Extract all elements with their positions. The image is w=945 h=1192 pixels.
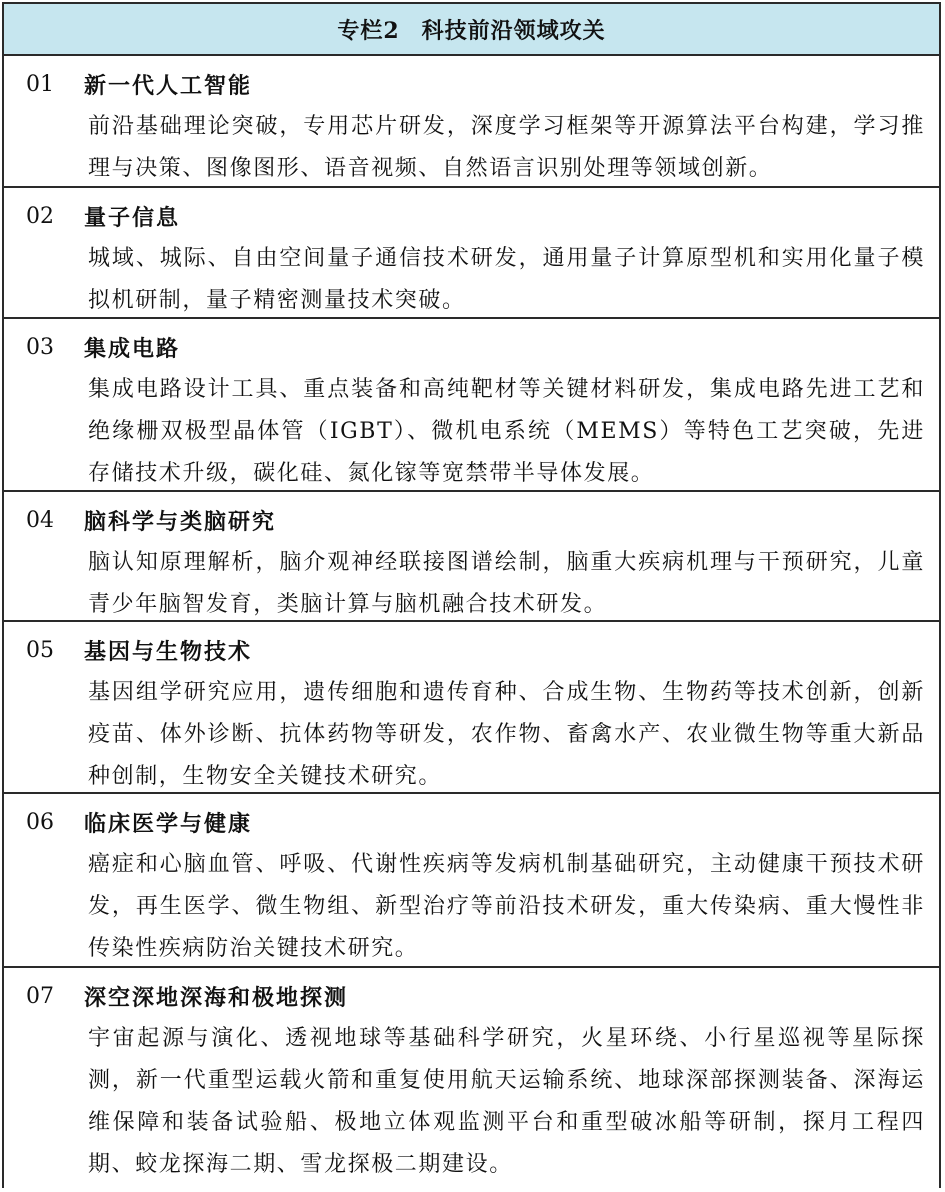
section-02 xyxy=(4,188,939,319)
section-body: 基因组学研究应用，遗传细胞和遗传育种、合成生物、生物药等技术创新，创新疫苗、体外诊断、抗体药物等研发，农作物、畜禽水产、农业微生物等重大新品种创制，生物安全关键技术研究。 xyxy=(88,680,925,789)
section-05 xyxy=(4,622,939,794)
column-title-bar xyxy=(4,4,939,56)
column-label: 专栏2 xyxy=(337,17,400,44)
section-heading: 集成电路 xyxy=(84,335,181,362)
section-number: 01 xyxy=(26,71,54,97)
section-number: 04 xyxy=(26,507,54,533)
column-panel xyxy=(2,2,941,1188)
section-body: 城域、城际、自由空间量子通信技术研发，通用量子计算原型机和实用化量子模拟机研制，量子精密测量技术突破。 xyxy=(88,246,925,313)
section-body: 癌症和心脑血管、呼吸、代谢性疾病等发病机制基础研究，主动健康干预技术研发，再生医学、微生物组、新型治疗等前沿技术研发，重大传染病、重大慢性非传染性疾病防治关键技术研究。 xyxy=(88,852,925,961)
section-number: 03 xyxy=(26,334,54,360)
section-heading: 深空深地深海和极地探测 xyxy=(84,984,349,1011)
section-heading: 脑科学与类脑研究 xyxy=(84,508,277,535)
section-06 xyxy=(4,794,939,968)
section-body: 前沿基础理论突破，专用芯片研发，深度学习框架等开源算法平台构建，学习推理与决策、图像图形、语音视频、自然语言识别处理等领域创新。 xyxy=(88,114,925,181)
section-heading: 基因与生物技术 xyxy=(84,638,253,665)
section-heading: 临床医学与健康 xyxy=(84,810,253,837)
section-body: 脑认知原理解析，脑介观神经联接图谱绘制，脑重大疾病机理与干预研究，儿童青少年脑智发育，类脑计算与脑机融合技术研发。 xyxy=(88,550,925,617)
section-body: 宇宙起源与演化、透视地球等基础科学研究，火星环绕、小行星巡视等星际探测，新一代重型运载火箭和重复使用航天运输系统、地球深部探测装备、深海运维保障和装备试验船、极地立体观监测平台和重型破冰船等研制，探月工程四期、蛟龙探海二期、雪龙探极二期建设。 xyxy=(88,1026,925,1177)
section-heading: 量子信息 xyxy=(84,204,181,231)
section-number: 05 xyxy=(26,637,54,663)
section-heading: 新一代人工智能 xyxy=(84,72,253,99)
section-03 xyxy=(4,319,939,492)
section-07 xyxy=(4,968,939,1188)
section-number: 06 xyxy=(26,809,54,835)
column-title: 科技前沿领域攻关 xyxy=(421,17,606,44)
section-number: 02 xyxy=(26,203,54,229)
section-01 xyxy=(4,56,939,188)
section-number: 07 xyxy=(26,983,54,1009)
section-body: 集成电路设计工具、重点装备和高纯靶材等关键材料研发，集成电路先进工艺和绝缘栅双极型晶体管（IGBT）、微机电系统（MEMS）等特色工艺突破，先进存储技术升级，碳化硅、氮化镓等宽禁带半导体发展。 xyxy=(88,377,925,486)
section-04 xyxy=(4,492,939,622)
